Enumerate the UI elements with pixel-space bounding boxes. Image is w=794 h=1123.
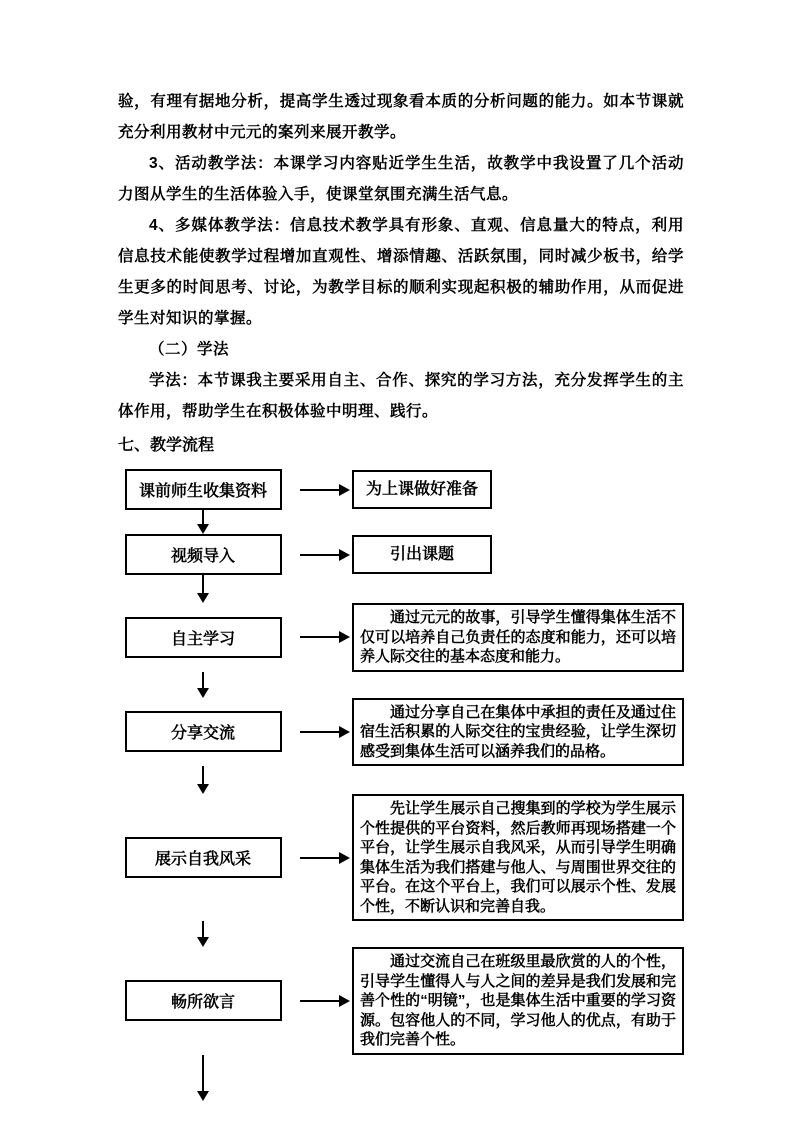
right-arrow-icon — [300, 554, 340, 556]
flow-detail-box: 先让学生展示自己搜集到的学校为学生展示个性提供的平台资料，然后教师再现场搭建一个平台，让学生展示自我风采，从而引导学生明确集体生活为我们搭建与他人、与周围世界交往的平台。在这个平台上，我们可以展示个性、发展个性，不断认识和完善自我。 — [352, 794, 684, 921]
down-arrow-icon — [202, 921, 204, 938]
flow-step-box: 自主学习 — [125, 617, 282, 658]
paragraph: （二）学法 — [149, 341, 230, 358]
flow-step-box: 课前师生收集资料 — [125, 469, 282, 510]
flow-row — [118, 469, 684, 510]
flow-detail-box: 为上课做好准备 — [352, 470, 492, 510]
paragraph: 学法：本节课我主要采用自主、合作、探究的学习方法，充分发挥学生的主体作用，帮助学生在积极体验中明理、践行。 — [118, 372, 684, 420]
section-heading: 七、教学流程 — [118, 437, 215, 454]
flow-connector — [118, 575, 684, 603]
paragraph: 4、多媒体教学法：信息技术教学具有形象、直观、信息量大的特点，利用信息技术能使教学过程增加直观性、增添情趣、活跃氛围，同时减少板书，给学生更多的时间思考、讨论，为教学目标的顺利实现起积极的辅助作用，从而促进学生对知识的掌握。 — [118, 217, 684, 327]
down-arrow-icon — [202, 766, 204, 785]
flow-row — [118, 947, 684, 1055]
down-arrow-icon — [202, 1055, 204, 1092]
flow-row — [118, 794, 684, 921]
flow-detail-box: 通过元元的故事，引导学生懂得集体生活不仅可以培养自己负责任的态度和能力，还可以培养人际交往的基本态度和能力。 — [352, 603, 684, 672]
flow-connector-final — [118, 1055, 684, 1101]
flow-row — [118, 698, 684, 767]
flow-step-box: 畅所欲言 — [125, 980, 282, 1021]
right-arrow-icon — [300, 1000, 340, 1002]
down-arrow-icon — [202, 510, 204, 525]
flow-row — [118, 534, 684, 575]
flow-connector — [118, 766, 684, 794]
teaching-flowchart — [118, 469, 684, 1101]
flow-detail-box: 通过分享自己在集体中承担的责任及通过住宿生活积累的人际交往的宝贵经验，让学生深切感受到集体生活可以涵养我们的品格。 — [352, 698, 684, 767]
right-arrow-icon — [300, 731, 340, 733]
flow-detail-box: 通过交流自己在班级里最欣赏的人的个性，引导学生懂得人与人之间的差异是我们发展和完善个性的“明镜”，也是集体生活中重要的学习资源。包容他人的不同，学习他人的优点，有助于我们完善个性。 — [352, 947, 684, 1055]
flow-detail-box: 引出课题 — [352, 535, 492, 575]
paragraph: 验，有理有据地分析，提高学生透过现象看本质的分析问题的能力。如本节课就充分利用教材中元元的案列来展开教学。 — [118, 93, 684, 141]
paragraph: 3、活动教学法：本课学习内容贴近学生生活，故教学中我设置了几个活动力图从学生的生活体验入手，使课堂氛围充满生活气息。 — [118, 155, 684, 203]
flow-row — [118, 603, 684, 672]
down-arrow-icon — [202, 672, 204, 689]
right-arrow-icon — [300, 489, 340, 491]
right-arrow-icon — [300, 636, 340, 638]
right-arrow-icon — [300, 857, 340, 859]
flow-connector — [118, 672, 684, 698]
flow-connector — [118, 510, 684, 534]
flow-connector — [118, 921, 684, 947]
down-arrow-icon — [202, 575, 204, 594]
flow-step-box: 展示自我风采 — [125, 837, 282, 878]
flow-step-box: 视频导入 — [125, 534, 282, 575]
flow-step-box: 分享交流 — [125, 711, 282, 752]
